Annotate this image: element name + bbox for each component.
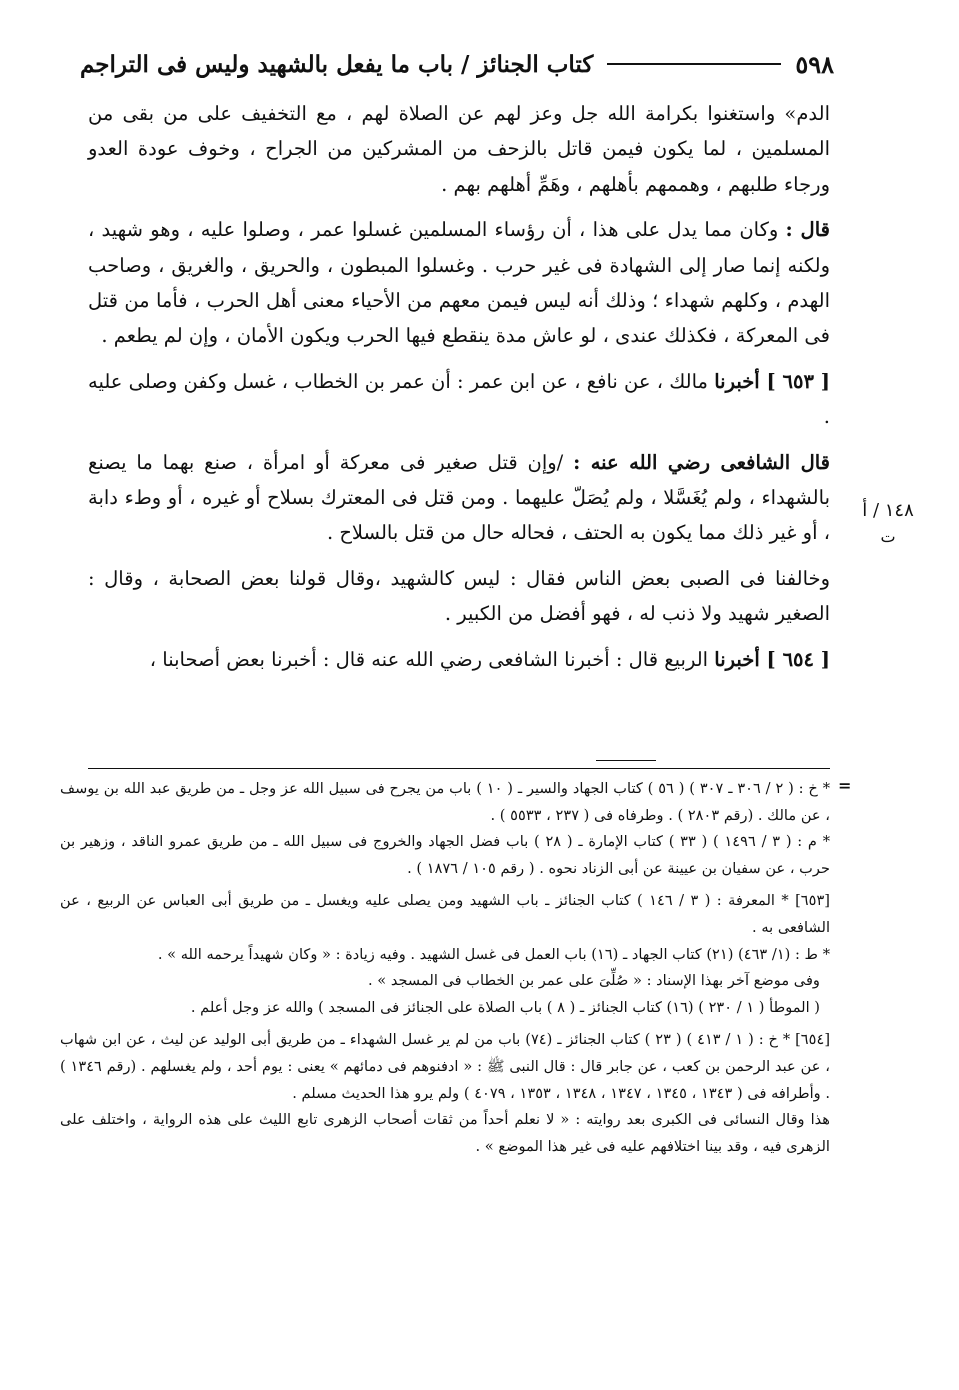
footnote-3: [٦٥٣] * المعرفة : ( ٣ / ١٤٦ ) كتاب الجنائز ـ باب الشهيد ومن يصلى عليه ويغسل ـ من طريق أبى العباس عن الربيع ، عن الشافعى به . [60, 892, 830, 936]
paragraph-3-lead: [ ٦٥٣ ] أخبرنا [714, 369, 830, 393]
paragraph-6 [88, 642, 830, 677]
running-header [80, 44, 834, 84]
paragraph-2-lead: قال : [785, 218, 830, 242]
header-rule [607, 63, 781, 65]
footnote-8: هذا وقال النسائى فى الكبرى بعد روايته : « لا نعلم أحداً من ثقات أصحاب الزهرى تابع الليث على هذه الرواية ، واختلف على الزهرى فيه ، وقد بينا اختلافهم عليه فى غير هذا الموضع » . [60, 1111, 830, 1155]
paragraph-6-lead: [ ٦٥٤ ] أخبرنا [714, 647, 830, 671]
paragraph-5: وخالفنا فى الصبى بعض الناس فقال : ليس كالشهيد ،وقال قولنا بعض الصحابة ، وقال : الصغير شهيد ولا ذنب له ، فهو أفضل من الكبير . [88, 566, 830, 626]
folio-ref: ١٤٨ / أ [862, 500, 914, 521]
paragraph-2-text: وكان مما يدل على هذا ، أن رؤساء المسلمين غسلوا عمر ، وصلوا عليه ، وهو شهيد ، ولكنه إنما صار إلى الشهادة فى غير حرب . وغسلوا المبطون ، والحريق ، والغريق ، وصاحب الهدم ، وكلهم شهداء ؛ وذلك أنه ليس فيمن معهم من الأحياء معنى أهل الحرب ، فأما من قتل فى المعركة ، فكذلك عندى ، لو عاش مدة ينقطع فيها الحرب ويكون الأمان ، وإن لم يطعم . [88, 218, 830, 348]
footnote-rule [88, 768, 830, 769]
paragraph-4-text: /وإن قتل صغير فى معركة أو امرأة ، صنع بهما ما يصنع بالشهداء ، ولم يُغَسَّلا ، ولم يُصَلّ عليهما . ومن قتل فى المعترك بسلاح أو غيره ، أو وطء دابة ، أو غير ذلك مما يكون به الحتف ، فحاله حال من قتل بالسلاح . [88, 450, 830, 545]
running-title: كتاب الجنائز / باب ما يفعل بالشهيد وليس فى التراجم [80, 50, 594, 78]
footnote-6: ( الموطأ ( ١ / ٢٣٠ ) (١٦) كتاب الجنائز ـ ( ٨ ) باب الصلاة على الجنائز فى المسجد ) والله عز وجل أعلم . [190, 998, 820, 1016]
main-text [88, 96, 830, 687]
paragraph-3-text: مالك ، عن نافع ، عن ابن عمر : أن عمر بن الخطاب ، غسل وكفن وصلى عليه . [88, 369, 830, 429]
footnotes [60, 776, 830, 1160]
short-rule [596, 760, 656, 761]
footnote-1: * خ : ( ٢ / ٣٠٦ ـ ٣٠٧ ) ( ٥٦ ) كتاب الجهاد والسير ـ ( ١٠ ) باب من يجرح فى سبيل الله عز وجل ـ من طريق عبد الله بن يوسف ، عن مالك . (رقم ٢٨٠٣ ) . وطرفاه فى ( ٢٣٧ ، ٥٥٣٣ ) . [60, 780, 830, 824]
paragraph-2 [88, 212, 830, 354]
footnote-2: * م : ( ٣ / ١٤٩٦ ) ( ٣٣ ) كتاب الإمارة ـ ( ٢٨ ) باب فضل الجهاد والخروج فى سبيل الله ـ من طريق عمرو الناقد ، وزهير بن حرب ، عن سفيان بن عيينة عن أبى الزناد نحوه . ( رقم ١٠٥ / ١٨٧٦ ) . [60, 833, 830, 877]
paragraph-4 [88, 445, 830, 551]
footnote-7: [٦٥٤] * خ : ( ١ / ٤١٣ ) ( ٢٣ ) كتاب الجنائز ـ (٧٤) باب من لم ير غسل الشهداء ـ من طريق أبى الوليد عن ليث ، عن ابن شهاب ، عن عبد الرحمن بن كعب ، عن جابر قال : قال النبى ﷺ : « ادفنوهم فى دمائهم » يعنى : يوم أحد ، ولم يغسلهم . (رقم ١٣٤٦ ) . وأطرافه فى ( ١٣٤٣ ، ١٣٤٥ ، ١٣٤٧ ، ١٣٤٨ ، ١٣٥٣ ، ٤٠٧٩ ) ولم يرو هذا الحديث مسلم . [60, 1031, 831, 1102]
paragraph-6-text: الربيع قال : أخبرنا الشافعى رضي الله عنه قال : أخبرنا بعض أصحابنا ، [149, 647, 715, 671]
footnote-4: * ط : (١/ ٤٦٣) (٢١) كتاب الجهاد ـ (١٦) باب العمل فى غسل الشهيد . وفيه زيادة : « وكان شهيداً يرحمه الله » . [157, 945, 830, 963]
paragraph-3 [88, 364, 830, 435]
continuation-marker: = [838, 776, 852, 795]
page-number: ٥٩٨ [795, 49, 834, 79]
paragraph-4-lead: قال الشافعى رضي الله عنه : [573, 450, 831, 474]
footnote-5: وفى موضع آخر بهذا الإسناد : « صُلِّىَ على عمر بن الخطاب فى المسجد » . [367, 972, 820, 990]
manuscript-folio-note [848, 496, 928, 548]
paragraph-1: الدم» واستغنوا بكرامة الله جل وعز لهم عن الصلاة لهم ، مع التخفيف على من بقى من المسلمين ، لما يكون فيمن قاتل بالزحف من المشركين من الجراح ، وخوف عودة العدو ورجاء طلبهم ، وهممهم بأهلهم ، وهَمِّ أهلهم بهم . [88, 102, 830, 196]
folio-sub: ت [880, 527, 896, 546]
